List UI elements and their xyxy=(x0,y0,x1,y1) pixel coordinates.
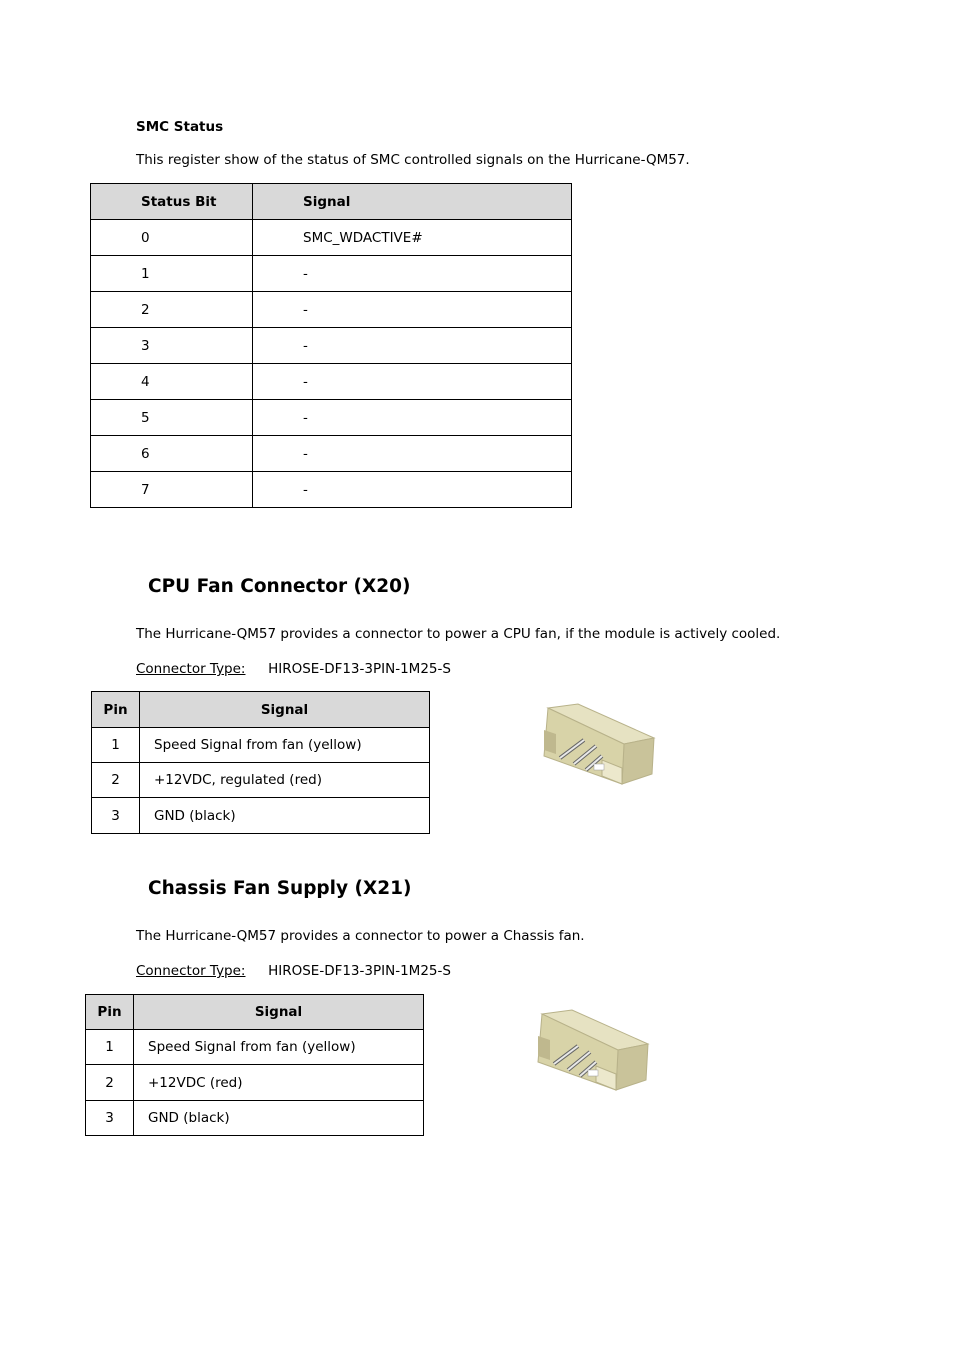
table-row xyxy=(91,220,572,256)
signal-cell: Speed Signal from fan (yellow) xyxy=(140,728,430,763)
pin-cell: 2 xyxy=(86,1065,134,1101)
pin-cell: 1 xyxy=(86,1030,134,1065)
cpu-fan-pin-table xyxy=(91,691,430,834)
table-row xyxy=(92,798,430,834)
status-bit-cell: 4 xyxy=(91,364,253,400)
status-bit-cell: 5 xyxy=(91,400,253,436)
fan-connector-icon xyxy=(532,1006,652,1098)
pin-cell: 2 xyxy=(92,763,140,798)
signal-cell: GND (black) xyxy=(140,798,430,834)
chassis-fan-description: The Hurricane-QM57 provides a connector to power a Chassis fan. xyxy=(136,928,585,944)
pin-cell: 3 xyxy=(92,798,140,834)
table-row xyxy=(91,292,572,328)
table-header-row xyxy=(92,692,430,728)
table-row xyxy=(86,1065,424,1101)
pin-cell: 3 xyxy=(86,1101,134,1136)
smc-status-table xyxy=(90,183,572,508)
status-bit-cell: 7 xyxy=(91,472,253,508)
signal-cell: - xyxy=(253,472,572,508)
connector-type-label: Connector Type: xyxy=(136,661,246,677)
cpu-fan-connector-type xyxy=(136,661,451,677)
signal-cell: +12VDC (red) xyxy=(134,1065,424,1101)
cpu-fan-description: The Hurricane-QM57 provides a connector to power a CPU fan, if the module is actively cooled. xyxy=(136,626,781,642)
connector-type-value: HIROSE-DF13-3PIN-1M25-S xyxy=(268,963,451,979)
column-header: Signal xyxy=(134,995,424,1030)
column-header: Signal xyxy=(140,692,430,728)
signal-cell: - xyxy=(253,292,572,328)
column-header: Pin xyxy=(92,692,140,728)
chassis-fan-connector-type xyxy=(136,963,451,979)
table-row xyxy=(91,328,572,364)
table-header-row xyxy=(91,184,572,220)
signal-cell: - xyxy=(253,436,572,472)
cpu-fan-heading: CPU Fan Connector (X20) xyxy=(148,576,411,597)
status-bit-cell: 3 xyxy=(91,328,253,364)
connector-type-value: HIROSE-DF13-3PIN-1M25-S xyxy=(268,661,451,677)
table-row xyxy=(91,364,572,400)
signal-cell: SMC_WDACTIVE# xyxy=(253,220,572,256)
table-row xyxy=(91,436,572,472)
table-header-row xyxy=(86,995,424,1030)
status-bit-cell: 1 xyxy=(91,256,253,292)
column-header: Signal xyxy=(253,184,572,220)
table-row xyxy=(91,256,572,292)
status-bit-cell: 0 xyxy=(91,220,253,256)
signal-cell: Speed Signal from fan (yellow) xyxy=(134,1030,424,1065)
table-row xyxy=(91,400,572,436)
signal-cell: - xyxy=(253,364,572,400)
fan-connector-icon xyxy=(538,700,658,792)
connector-type-label: Connector Type: xyxy=(136,963,246,979)
pin-cell: 1 xyxy=(92,728,140,763)
signal-cell: - xyxy=(253,256,572,292)
table-row xyxy=(92,763,430,798)
smc-description: This register show of the status of SMC controlled signals on the Hurricane-QM57. xyxy=(136,152,690,168)
table-row xyxy=(91,472,572,508)
status-bit-cell: 2 xyxy=(91,292,253,328)
chassis-fan-heading: Chassis Fan Supply (X21) xyxy=(148,878,412,899)
table-row xyxy=(92,728,430,763)
column-header: Status Bit xyxy=(91,184,253,220)
signal-cell: - xyxy=(253,400,572,436)
smc-heading: SMC Status xyxy=(136,119,224,135)
chassis-fan-pin-table xyxy=(85,994,424,1136)
table-row xyxy=(86,1030,424,1065)
signal-cell: GND (black) xyxy=(134,1101,424,1136)
status-bit-cell: 6 xyxy=(91,436,253,472)
signal-cell: - xyxy=(253,328,572,364)
signal-cell: +12VDC, regulated (red) xyxy=(140,763,430,798)
table-row xyxy=(86,1101,424,1136)
column-header: Pin xyxy=(86,995,134,1030)
